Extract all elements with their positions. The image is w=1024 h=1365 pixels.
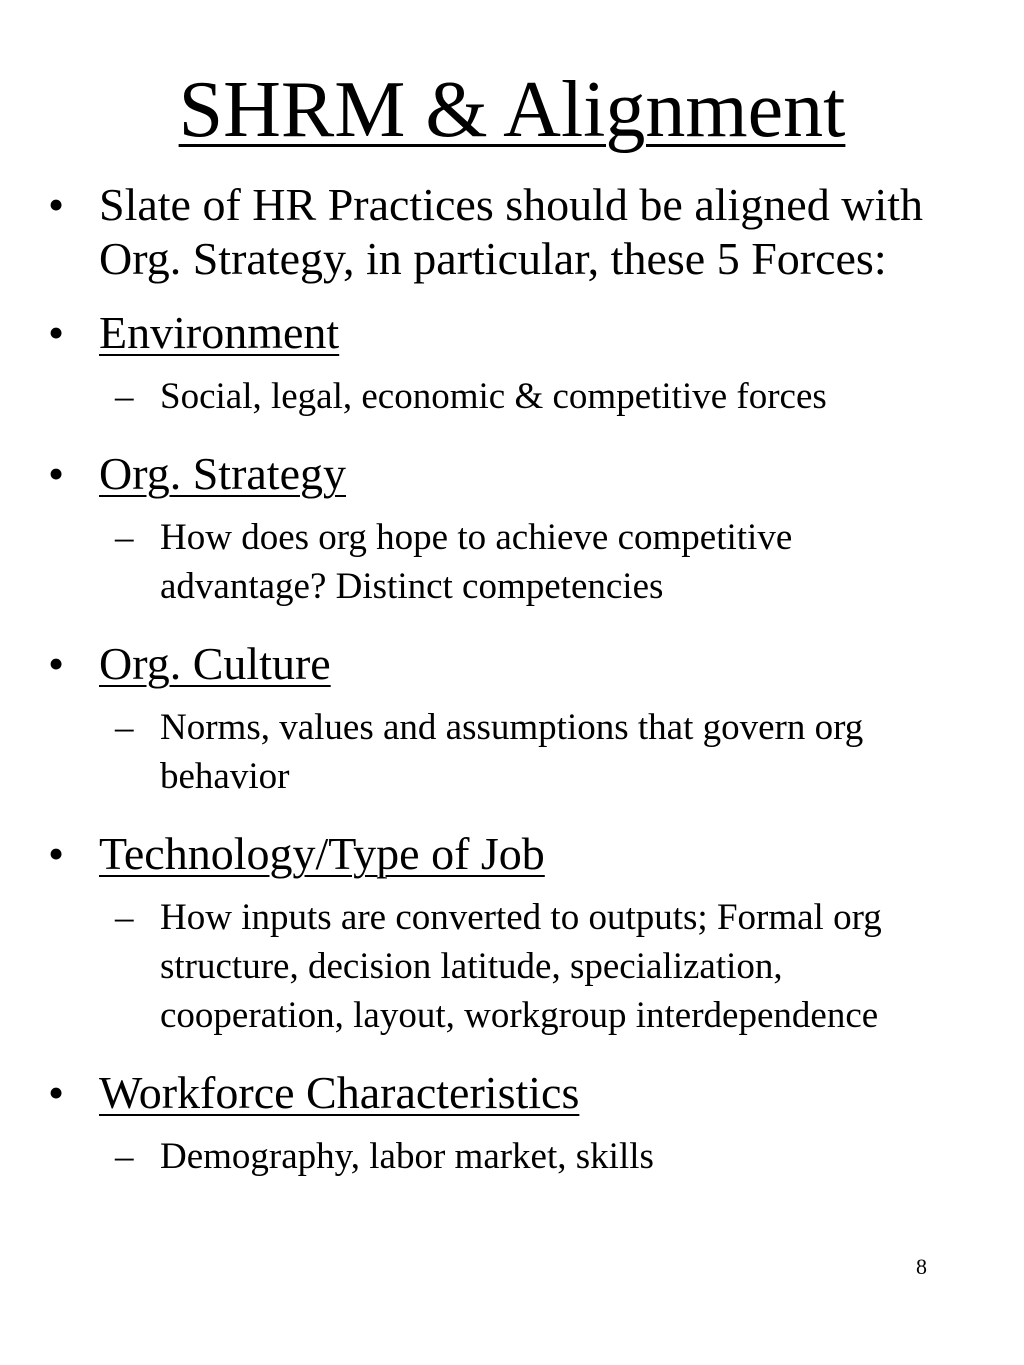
force-heading-org-culture: Org. Culture	[99, 638, 331, 689]
force-detail-environment: Social, legal, economic & competitive forces	[160, 376, 827, 417]
bullet-marker: •	[48, 179, 65, 230]
sub-bullet-marker: –	[115, 376, 134, 417]
force-heading-org-strategy: Org. Strategy	[99, 448, 347, 499]
page-number: 8	[916, 1254, 927, 1279]
force-detail-workforce: Demography, labor market, skills	[160, 1136, 654, 1177]
bullet-intro	[0, 178, 1024, 286]
force-heading-workforce: Workforce Characteristics	[99, 1067, 580, 1118]
bullet-org-strategy	[0, 447, 1024, 501]
bullet-marker: •	[48, 307, 65, 358]
bullet-marker: •	[48, 828, 65, 879]
sub-bullet-org-culture	[0, 703, 1024, 801]
force-detail-technology: How inputs are converted to outputs; Formal org structure, decision latitude, specialization, cooperation, layout, workgroup interdependence	[160, 897, 882, 1036]
sub-bullet-marker: –	[115, 897, 134, 938]
sub-bullet-workforce	[0, 1132, 1024, 1181]
force-heading-technology: Technology/Type of Job	[99, 828, 545, 879]
bullet-marker: •	[48, 638, 65, 689]
bullet-marker: •	[48, 1067, 65, 1118]
sub-bullet-org-strategy	[0, 513, 1024, 611]
force-detail-org-culture: Norms, values and assumptions that govern org behavior	[160, 707, 864, 797]
bullet-list	[0, 178, 1024, 1207]
sub-bullet-marker: –	[115, 707, 134, 748]
intro-text: Slate of HR Practices should be aligned with Org. Strategy, in particular, these 5 Forces:	[99, 179, 924, 284]
bullet-environment	[0, 306, 1024, 360]
bullet-technology	[0, 827, 1024, 881]
slide-title: SHRM & Alignment	[178, 66, 846, 154]
bullet-workforce	[0, 1066, 1024, 1120]
sub-bullet-marker: –	[115, 517, 134, 558]
bullet-marker: •	[48, 448, 65, 499]
sub-bullet-technology	[0, 893, 1024, 1040]
sub-bullet-environment	[0, 372, 1024, 421]
sub-bullet-marker: –	[115, 1136, 134, 1177]
force-detail-org-strategy: How does org hope to achieve competitive advantage? Distinct competencies	[160, 517, 793, 607]
bullet-org-culture	[0, 637, 1024, 691]
force-heading-environment: Environment	[99, 307, 340, 358]
